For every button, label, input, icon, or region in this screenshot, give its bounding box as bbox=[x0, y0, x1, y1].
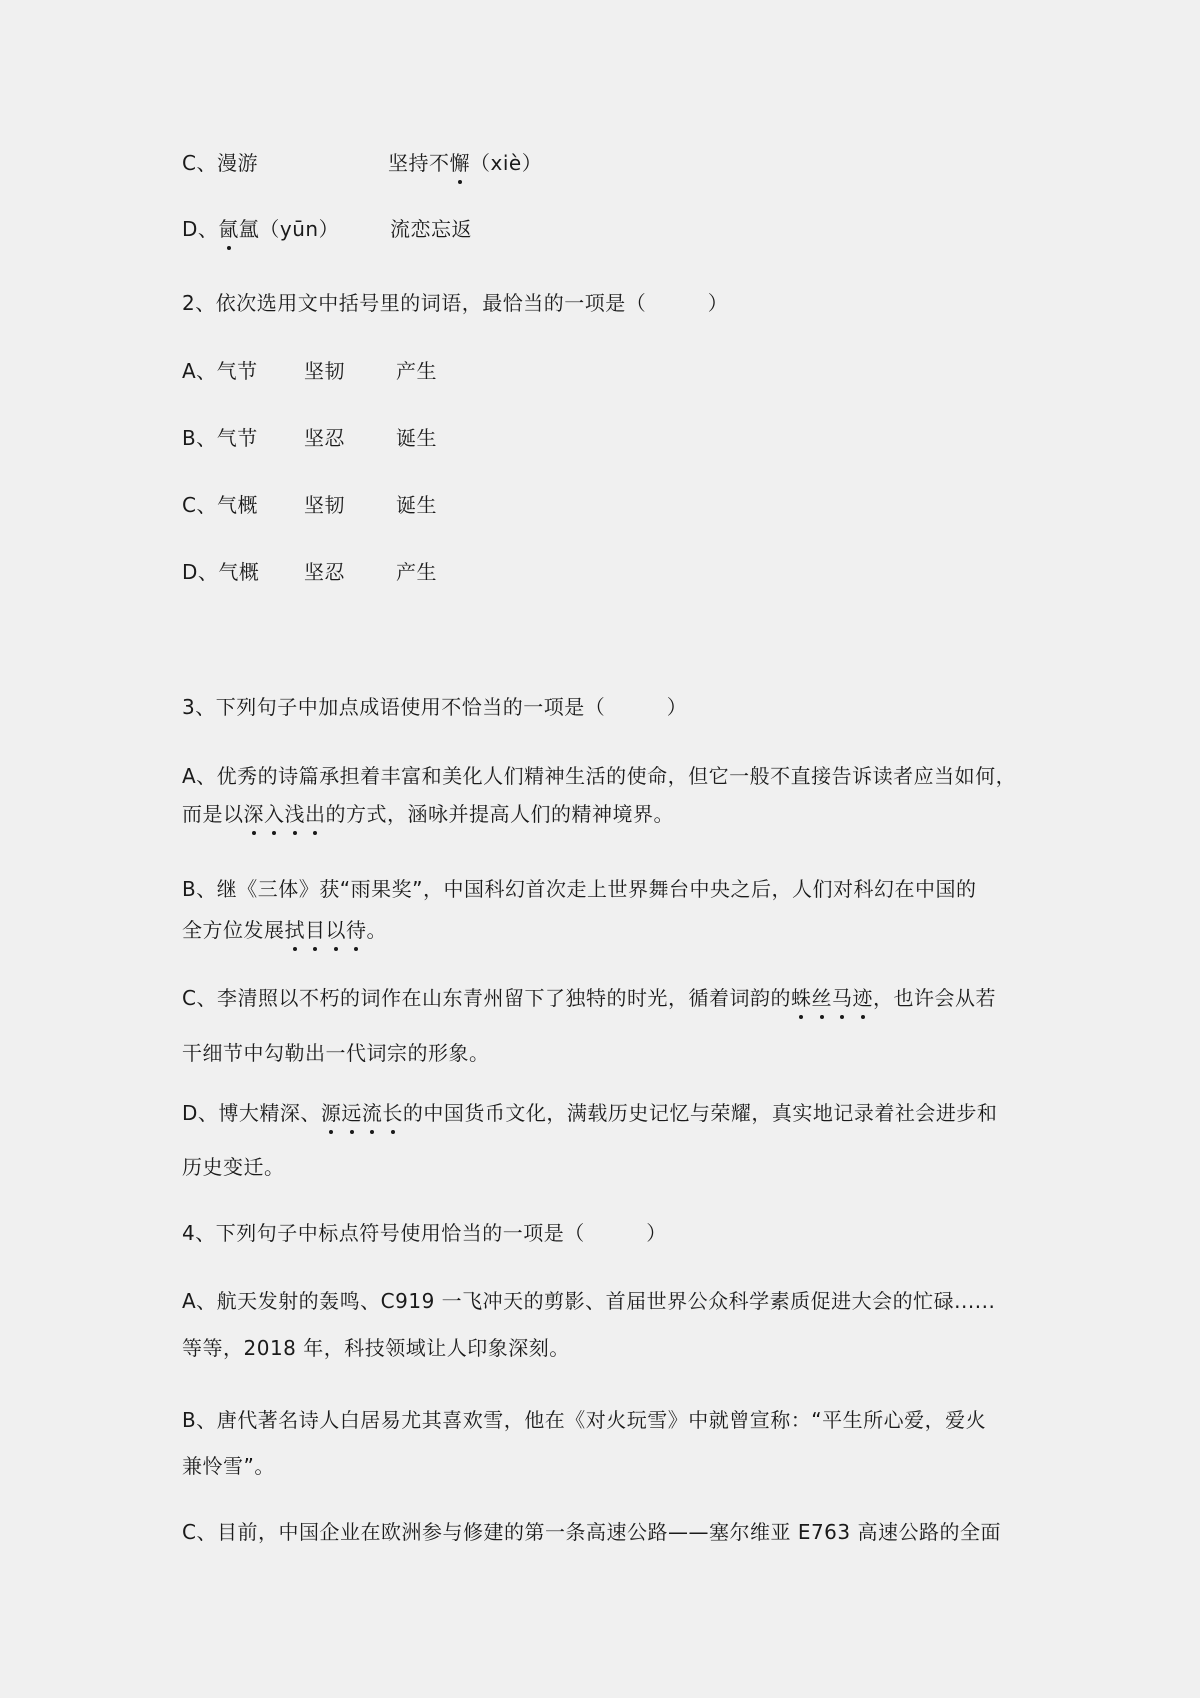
q3-option-a-line2: 而是以深入浅出的方式，涵咏并提高人们的精神境界。 bbox=[182, 799, 674, 829]
q1-option-d-label: D、氤氲（yūn） bbox=[182, 217, 339, 241]
q1-option-c bbox=[182, 148, 543, 178]
q3-option-c-line2: 干细节中勾勒出一代词宗的形象。 bbox=[182, 1041, 490, 1065]
q4-option-b-line1: B、唐代著名诗人白居易尤其喜欢雪，他在《对火玩雪》中就曾宣称：“平生所心爱，爱火 bbox=[182, 1408, 987, 1432]
q1-option-d-word2: 流恋忘返 bbox=[390, 217, 472, 241]
q2-option-c: C、气概 坚韧 诞生 bbox=[182, 493, 437, 517]
q3-option-b-line1: B、继《三体》获“雨果奖”，中国科幻首次走上世界舞台中央之后，人们对科幻在中国的 bbox=[182, 877, 977, 901]
q3-option-a-line1: A、优秀的诗篇承担着丰富和美化人们精神生活的使命，但它一般不直接告诉读者应当如何， bbox=[182, 764, 1017, 788]
q4-stem: 4、下列句子中标点符号使用恰当的一项是（ ） bbox=[182, 1221, 667, 1245]
q3-stem: 3、下列句子中加点成语使用不恰当的一项是（ ） bbox=[182, 695, 688, 719]
q2-stem: 2、依次选用文中括号里的词语，最恰当的一项是（ ） bbox=[182, 291, 729, 315]
q2-option-d: D、气概 坚忍 产生 bbox=[182, 560, 437, 584]
q4-option-a-line1: A、航天发射的轰鸣、C919 一飞冲天的剪影、首届世界公众科学素质促进大会的忙碌...... bbox=[182, 1289, 996, 1313]
q3-option-d-line1: D、博大精深、源远流长的中国货币文化，满载历史记忆与荣耀，真实地记录着社会进步和 bbox=[182, 1098, 997, 1128]
q1-option-c-word2: 坚持不懈（xiè） bbox=[388, 148, 542, 178]
q1-option-c-label: C、漫游 bbox=[182, 151, 258, 175]
q4-option-c-line1: C、目前，中国企业在欧洲参与修建的第一条高速公路——塞尔维亚 E763 高速公路的全面 bbox=[182, 1520, 1001, 1544]
q3-option-d-line2: 历史变迁。 bbox=[182, 1155, 285, 1179]
q2-option-a: A、气节 坚韧 产生 bbox=[182, 359, 437, 383]
q1-option-d bbox=[182, 214, 472, 244]
q4-option-a-line2: 等等，2018 年，科技领域让人印象深刻。 bbox=[182, 1336, 570, 1360]
q2-option-b: B、气节 坚忍 诞生 bbox=[182, 426, 437, 450]
q3-option-c-line1: C、李清照以不朽的词作在山东青州留下了独特的时光，循着词韵的蛛丝马迹，也许会从若 bbox=[182, 983, 996, 1013]
q3-option-b-line2: 全方位发展拭目以待。 bbox=[182, 915, 387, 945]
q4-option-b-line2: 兼怜雪”。 bbox=[182, 1454, 275, 1478]
